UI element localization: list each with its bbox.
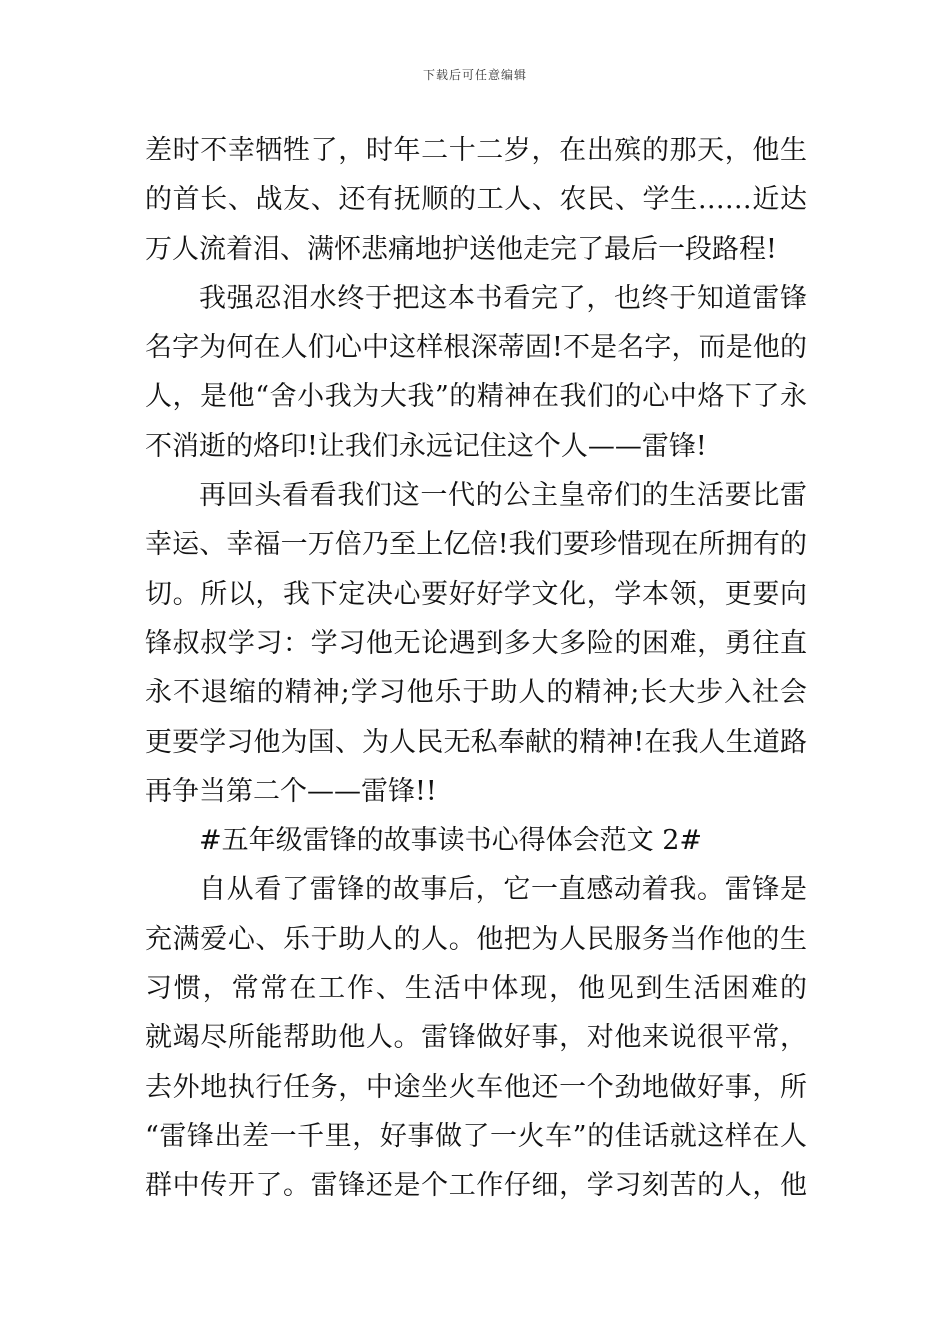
text-line: 就竭尽所能帮助他人。雷锋做好事，对他来说很平常， [145, 1022, 807, 1054]
text-line: 充满爱心、乐于助人的人。他把为人民服务当作他的生 [145, 923, 807, 955]
text-line: #五年级雷锋的故事读书心得体会范文 2# [199, 825, 703, 857]
text-line: 幸运、幸福一万倍乃至上亿倍!我们要珍惜现在所拥有的 [145, 529, 807, 561]
text-line: 差时不幸牺牲了，时年二十二岁，在出殡的那天，他生 [145, 135, 807, 166]
text-line: 再争当第二个——雷锋!! [145, 775, 437, 807]
text-line: 万人流着泪、满怀悲痛地护送他走完了最后一段路程! [145, 233, 777, 265]
text-line: 锋叔叔学习：学习他无论遇到多大多险的困难，勇往直 [145, 627, 807, 659]
header-note: 下载后可任意编辑 [422, 68, 527, 82]
text-line: 名字为何在人们心中这样根深蒂固!不是名字，而是他的 [145, 332, 807, 364]
text-line: 我强忍泪水终于把这本书看完了，也终于知道雷锋 [199, 282, 807, 314]
text-line: 人，是他“舍小我为大我”的精神在我们的心中烙下了永 [145, 381, 807, 413]
text-line: 更要学习他为国、为人民无私奉献的精神!在我人生道路 [145, 726, 807, 758]
text-line: 自从看了雷锋的故事后，它一直感动着我。雷锋是 [199, 874, 807, 906]
text-line: 切。所以，我下定决心要好好学文化，学本领，更要向 [145, 578, 807, 610]
text-line: “雷锋出差一千里，好事做了一火车”的佳话就这样在人 [145, 1120, 807, 1152]
text-line: 习惯，常常在工作、生活中体现，他见到生活困难的 [145, 973, 807, 1005]
text-line: 群中传开了。雷锋还是个工作仔细，学习刻苦的人，他 [145, 1170, 807, 1202]
text-line: 永不退缩的精神;学习他乐于助人的精神;长大步入社会 [145, 677, 807, 709]
document-body [145, 126, 807, 1211]
text-line: 去外地执行任务，中途坐火车他还一个劲地做好事，所 [145, 1071, 807, 1103]
text-line: 再回头看看我们这一代的公主皇帝们的生活要比雷 [199, 480, 807, 512]
text-line: 的首长、战友、还有抚顺的工人、农民、学生……近达 [145, 184, 807, 216]
text-line: 不消逝的烙印!让我们永远记住这个人——雷锋! [145, 430, 707, 462]
